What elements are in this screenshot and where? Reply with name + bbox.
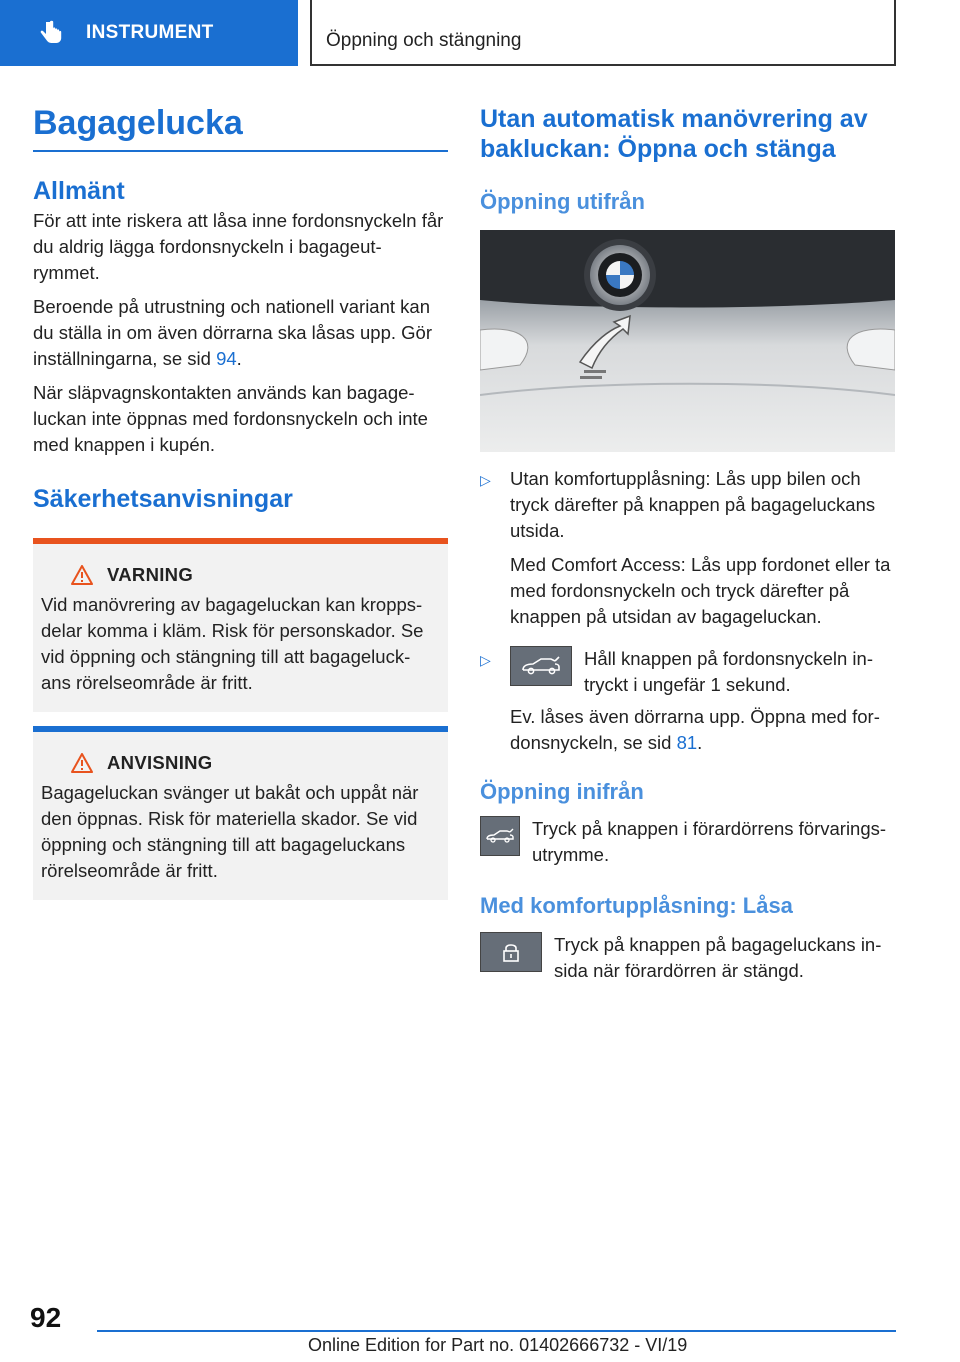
lock-button-row — [480, 932, 895, 984]
notice-text: Bagageluckan svänger ut bakåt och uppåt när den öppnas. Risk för materiella skador. Se vid öppning och stängning till att bagageluckans rörelseområde är fritt. — [41, 782, 419, 881]
door-tailgate-button[interactable] — [480, 816, 520, 856]
chapter-tab-label: INSTRUMENT — [86, 22, 214, 43]
bullet-2-followup-end: . — [697, 732, 703, 753]
general-paragraph-1: För att inte riskera att låsa inne fordonsnyckeln får du aldrig lägga fordonsnyckeln i bagageut‐rymmet. — [33, 210, 444, 283]
notice-triangle-icon — [71, 753, 93, 773]
general-heading: Allmänt — [33, 177, 125, 205]
right-column — [480, 100, 895, 984]
warning-text: Vid manövrering av bagageluckan kan kropps‐delar komma i kläm. Risk för personskador. Se vid öppning och stängning till att bagageluck‐ans rörelseområde är fritt. — [41, 594, 424, 693]
manual-operation-heading: Utan automatisk manövrering av bakluckan: Öppna och stänga — [480, 105, 868, 163]
page-ref-link[interactable]: 94 — [216, 348, 237, 369]
inside-opening-heading: Öppning inifrån — [480, 779, 644, 804]
inside-button-row — [480, 816, 895, 868]
car-tailgate-icon — [519, 655, 563, 677]
bullet-marker-icon: ▷ — [480, 472, 491, 488]
comfort-lock-heading: Med komfortupplåsning: Låsa — [480, 893, 793, 918]
bullet-marker-icon: ▷ — [480, 652, 491, 668]
notice-header — [71, 752, 440, 774]
warning-box — [33, 538, 448, 712]
section-header-title: Öppning och stängning — [326, 30, 522, 51]
page-number: 92 — [30, 1302, 62, 1333]
bullet-2-text: Håll knappen på fordonsnyckeln in‐tryckt i ungefär 1 sekund. — [584, 648, 873, 695]
notice-box — [33, 726, 448, 900]
page-ref-link[interactable]: 81 — [676, 732, 698, 753]
comfort-text: Tryck på knappen på bagageluckans in‐sida när förardörren är stängd. — [554, 934, 882, 981]
bullet-1-text: Utan komfortupplåsning: Lås upp bilen och tryck därefter på knappen på bagageluckans utsida. — [510, 468, 876, 541]
bullet-1-comfort-text: Med Comfort Access: Lås upp fordonet eller ta med fordonsnyckeln och tryck därefter på knappen på utsidan av bagageluckan. — [510, 554, 891, 627]
page-title: Bagagelucka — [33, 100, 448, 152]
key-tailgate-button[interactable] — [510, 646, 572, 686]
bullet-2-followup — [510, 704, 895, 756]
lock-icon — [502, 942, 520, 962]
section-header — [310, 0, 896, 66]
safety-heading: Säkerhetsanvisningar — [33, 485, 293, 513]
tailgate-button-photo — [480, 230, 895, 452]
warning-label: VARNING — [107, 564, 194, 585]
general-paragraph-3: När släpvagnskontakten används kan bagage‐luckan inte öppnas med fordonsnyckeln och inte med knappen i kupén. — [33, 382, 428, 455]
outside-opening-heading: Öppning utifrån — [480, 189, 645, 214]
general-paragraph-2-end: . — [236, 348, 242, 369]
chapter-tab[interactable] — [0, 0, 298, 66]
list-item — [480, 646, 895, 756]
car-tailgate-icon — [485, 827, 515, 845]
footer-divider — [97, 1330, 896, 1332]
left-column — [33, 100, 448, 900]
bullet-2-followup-text: Ev. låses även dörrarna upp. Öppna med for‐donsnyckeln, se sid — [510, 706, 880, 753]
tailgate-lock-button[interactable] — [480, 932, 542, 972]
general-paragraph-2 — [33, 294, 448, 372]
general-paragraph-2-text: Beroende på utrustning och nationell variant kan du ställa in om även dörrarna ska låsas upp. Gör inställningarna, se sid — [33, 296, 432, 369]
hand-pointer-icon — [38, 20, 64, 46]
warning-triangle-icon — [71, 565, 93, 585]
footer-edition: Online Edition for Part no. 01402666732 - VI/19 — [308, 1335, 688, 1355]
warning-header — [71, 564, 440, 586]
key-button-row — [510, 646, 895, 698]
notice-label: ANVISNING — [107, 752, 213, 773]
inside-text: Tryck på knappen i förardörrens förvarings‐utrymme. — [532, 818, 887, 865]
list-item — [480, 466, 895, 630]
